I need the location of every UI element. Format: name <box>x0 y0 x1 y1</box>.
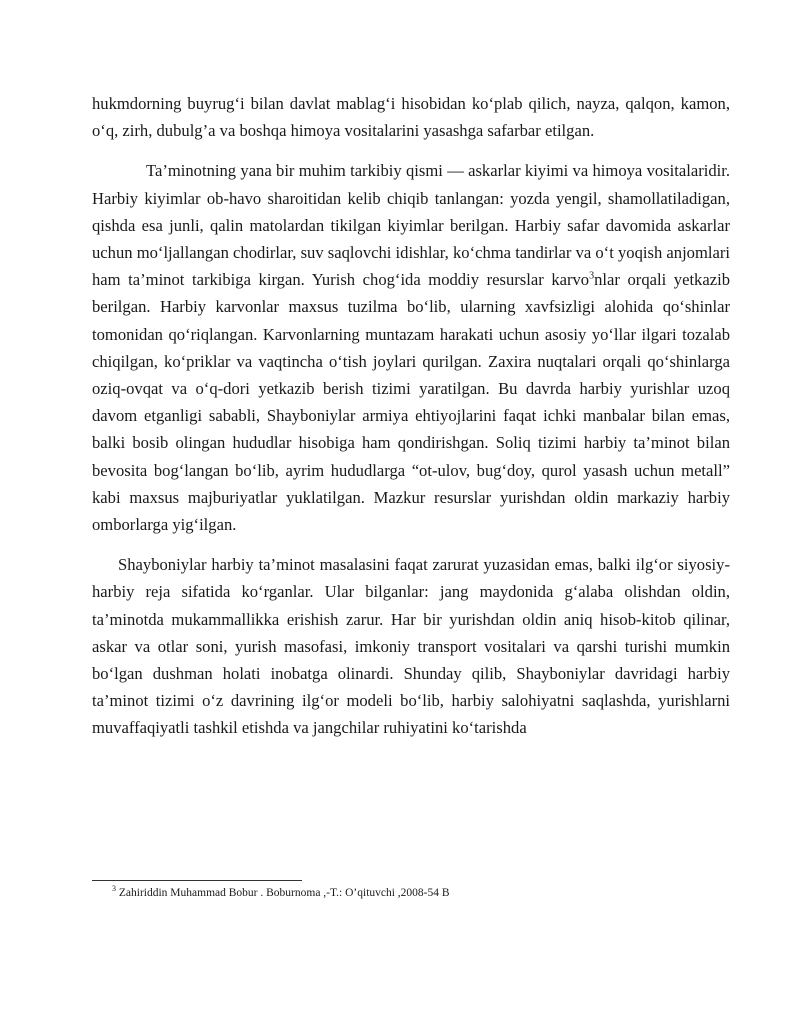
paragraph-1 <box>92 90 730 144</box>
footnote-mark: 3 <box>112 884 116 894</box>
paragraph-1-text: hukmdorning buyrug‘i bilan davlat mablag‘i hisobidan ko‘plab qilich, nayza, qalqon, kamon, o‘q, zirh, dubulg’a va boshqa himoya vositalarini yasashga safarbar etilgan. <box>92 94 730 141</box>
paragraph-2 <box>92 157 730 538</box>
footnote-separator <box>92 880 302 881</box>
footnote <box>112 886 450 900</box>
footnote-text: Zahiriddin Muhammad Bobur . Boburnoma ,-T.: O’qituvchi ,2008-54 B <box>116 887 450 899</box>
paragraph-3 <box>92 551 730 741</box>
paragraph-2-text-b: nlar orqali yetkazib berilgan. Harbiy karvonlar maxsus tuzilma bo‘lib, ularning xavfsizligi alohida qo‘shinlar tomonidan qo‘riqlangan. Karvonlarning muntazam harakati uchun asosiy yo‘llar ilgari tozalab chiqilgan, ko‘priklar va vaqtincha o‘tish joylari qurilgan. Zaxira nuqtalari orqali qo‘shinlarga oziq-ovqat va o‘q-dori yetkazib berish tizimi yaratilgan. Bu davrda harbiy yurishlar uzoq davom etganligi sababli, Shayboniylar armiya ehtiyojlarini faqat ichki manbalar bilan emas, balki bosib olingan hududlar hisobiga ham qondirishgan. Soliq tizimi harbiy ta’minot bilan bevosita bog‘langan bo‘lib, ayrim hududlarga “ot-ulov, bug‘doy, qurol yasash uchun metall” kabi maxsus majburiyatlar yuklatilgan. Mazkur resurslar yurishdan oldin markaziy harbiy omborlarga yig‘ilgan. <box>92 270 730 535</box>
paragraph-3-text: Shayboniylar harbiy ta’minot masalasini faqat zarurat yuzasidan emas, balki ilg‘or siyosiy-harbiy reja sifatida ko‘rganlar. Ular bilganlar: jang maydonida g‘alaba olishdan oldin, ta’minotda mukammallikka erishish zarur. Har bir yurishdan oldin aniq hisob-kitob qilinar, askar va otlar soni, yurish masofasi, imkoniy transport vositalari va qarshi turishi mumkin bo‘lgan dushman holati inobatga olinardi. Shunday qilib, Shayboniylar davridagi harbiy ta’minot tizimi o‘z davrining ilg‘or modeli bo‘lib, harbiy salohiyatni saqlashda, yurishlarni muvaffaqiyatli tashkil etishda va jangchilar ruhiyatini ko‘tarishda <box>92 555 730 738</box>
paragraph-2-text-a: Ta’minotning yana bir muhim tarkibiy qismi — askarlar kiyimi va himoya vositalaridir. Harbiy kiyimlar ob-havo sharoitidan kelib chiqib tanlangan: yozda yengil, shamollatiladigan, qishda esa junli, qalin matolardan tikilgan kiyimlar berilgan. Harbiy safar davomida askarlar uchun mo‘ljallangan chodirlar, suv saqlovchi idishlar, ko‘chma tandirlar va o‘t yoqish anjomlari ham ta’minot tarkibiga kirgan. Yurish chog‘ida moddiy resurslar karvo <box>92 161 730 290</box>
page-body <box>92 90 730 742</box>
footnote-reference[interactable]: 3 <box>589 270 595 282</box>
